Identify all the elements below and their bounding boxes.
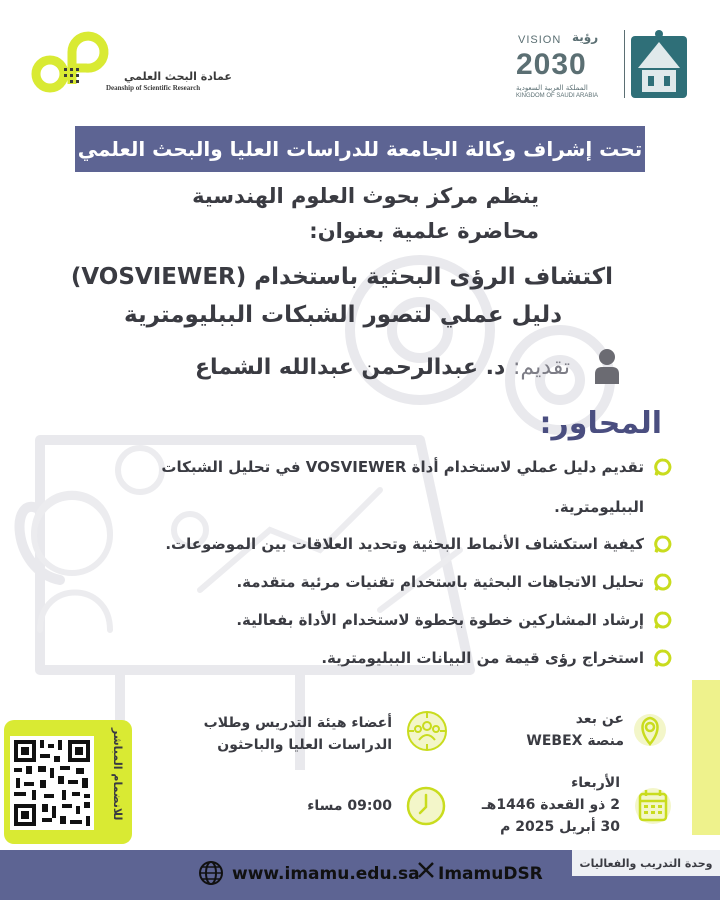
calendar-icon — [634, 786, 672, 826]
location-pin-icon — [634, 710, 666, 750]
footer-bar — [0, 850, 720, 900]
vision-2030-logo — [512, 30, 620, 100]
person-icon — [594, 348, 620, 384]
location-info — [526, 708, 624, 752]
decorative-side-strip — [692, 680, 720, 835]
lecture-intro: محاضرة علمية بعنوان: — [309, 219, 539, 243]
globe-icon — [198, 860, 224, 886]
audience-group-icon — [406, 710, 448, 752]
axis-item-5: استخراج رؤى قيمة من البيانات الببليومترية. — [321, 649, 644, 667]
deanship-name-en: Deanship of Scientific Research — [106, 84, 201, 92]
location-line2: منصة WEBEX — [526, 733, 624, 749]
speech-bullet-icon — [654, 458, 672, 476]
supervision-banner — [75, 126, 645, 172]
clock-icon — [406, 786, 446, 826]
imam-university-logo-icon — [628, 28, 690, 102]
speech-bullet-icon — [654, 611, 672, 629]
join-label: للانضمام المباشر — [111, 728, 124, 821]
deanship-name-ar: عمادة البحث العلمي — [124, 70, 232, 83]
kingdom-name-en: KINGDOM OF SAUDI ARABIA — [516, 93, 599, 99]
audience-info — [204, 712, 392, 756]
x-logo-icon — [418, 862, 434, 878]
banner-text: تحت إشراف وكالة الجامعة للدراسات العليا والبحث العلمي — [77, 137, 643, 161]
presenter-line — [195, 355, 570, 380]
axes-heading: المحاور: — [539, 406, 662, 441]
date-info — [482, 772, 620, 838]
vision-word-ar: رؤية — [572, 30, 599, 44]
presenter-name: د. عبدالرحمن عبدالله الشماع — [195, 355, 506, 380]
vision-year: 2030 — [516, 48, 587, 81]
audience-line2: الدراسات العليا والباحثون — [217, 737, 392, 753]
date-day: الأربعاء — [571, 775, 620, 791]
date-hijri: 2 ذو القعدة 1446هـ — [481, 797, 620, 813]
kingdom-name-ar: المملكة العربية السعودية — [516, 84, 588, 92]
axis-item-3: تحليل الاتجاهات البحثية باستخدام تقنيات مرئية متقدمة. — [236, 573, 644, 591]
website-link[interactable]: www.imamu.edu.sa — [232, 864, 420, 884]
axis-item-2: كيفية استكشاف الأنماط البحثية وتحديد العلاقات بين الموضوعات. — [165, 535, 644, 553]
time-info: 09:00 مساء — [307, 798, 392, 814]
date-gregorian: 30 أبريل 2025 م — [500, 819, 620, 835]
qr-code-icon[interactable] — [10, 736, 94, 830]
deanship-logo — [28, 22, 232, 102]
vision-word: VISION — [518, 34, 562, 46]
speech-bullet-icon — [654, 573, 672, 591]
speech-bullet-icon — [654, 535, 672, 553]
speech-bullet-icon — [654, 649, 672, 667]
logo-divider — [624, 30, 625, 98]
axis-item-1-cont: الببليومترية. — [554, 498, 644, 516]
location-line1: عن بعد — [575, 711, 624, 727]
axis-item-4: إرشاد المشاركين خطوة بخطوة لاستخدام الأداة بفعالية. — [236, 611, 644, 629]
lecture-title-line2: دليل عملي لتصور الشبكات الببليومترية — [124, 302, 562, 328]
x-handle-link[interactable]: ImamuDSR — [438, 864, 543, 884]
dsr-mark-icon — [28, 22, 118, 102]
organizer-line: ينظم مركز بحوث العلوم الهندسية — [192, 184, 539, 208]
training-unit-label: وحدة التدريب والفعاليات — [572, 850, 720, 876]
lecture-title-line1: اكتشاف الرؤى البحثية باستخدام (VOSVIEWER) — [70, 264, 613, 290]
axis-item-1: تقديم دليل عملي لاستخدام أداة VOSVIEWER في تحليل الشبكات — [161, 458, 644, 476]
audience-line1: أعضاء هيئة التدريس وطلاب — [203, 715, 392, 731]
presenter-prefix: تقديم: — [513, 355, 570, 380]
